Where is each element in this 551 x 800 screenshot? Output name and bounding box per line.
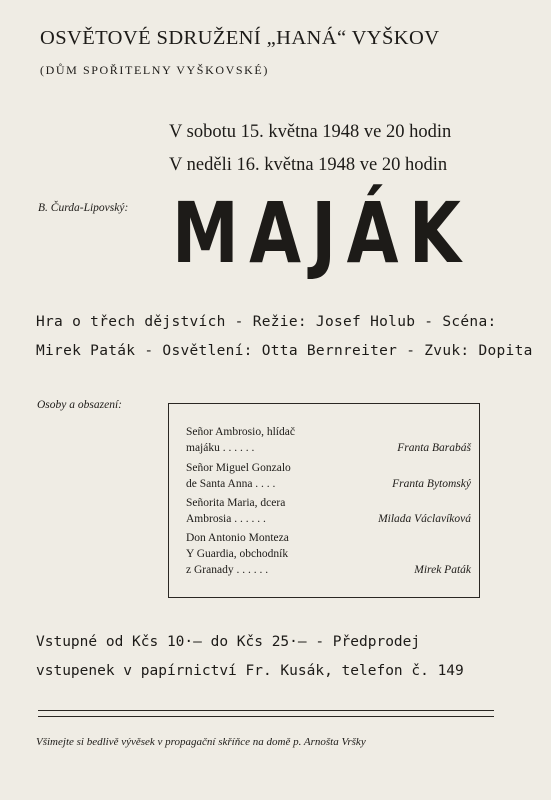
actor-name: Franta Bytomský: [392, 478, 471, 490]
role-line: z Granady . . . . . .: [186, 564, 269, 576]
role-line: de Santa Anna . . . .: [186, 478, 276, 490]
cast-list-box: [168, 403, 480, 598]
cast-label: Osoby a obsazení:: [37, 399, 122, 411]
cast-entry: [186, 460, 471, 492]
organization-heading: OSVĚTOVÉ SDRUŽENÍ „HANÁ“ VYŠKOV: [40, 27, 440, 49]
cast-entry: [186, 495, 471, 527]
divider-rule-top: [38, 710, 494, 711]
role-line: Señor Ambrosio, hlídač: [186, 426, 295, 438]
presale-line: vstupenek v papírnictví Fr. Kusák, telefon č. 149: [36, 663, 464, 679]
play-title: MAJÁK: [172, 185, 472, 283]
actor-name: Franta Barabáš: [397, 442, 471, 454]
credits-line-2: Mirek Paták - Osvětlení: Otta Bernreiter - Zvuk: Dopita: [36, 343, 533, 359]
venue-subheading: (DŮM SPOŘITELNY VYŠKOVSKÉ): [40, 63, 269, 77]
role-line: Ambrosia . . . . . .: [186, 513, 266, 525]
performance-date-1: V sobotu 15. května 1948 ve 20 hodin: [169, 122, 452, 142]
cast-entry: [186, 530, 471, 578]
role-line: Don Antonio Monteza: [186, 532, 289, 544]
divider-rule-bottom: [38, 716, 494, 717]
cast-entry: [186, 424, 471, 456]
ticket-price-line: Vstupné od Kčs 10·— do Kčs 25·— - Předprodej: [36, 634, 421, 650]
credits-line-1: Hra o třech dějstvích - Režie: Josef Holub - Scéna:: [36, 314, 497, 330]
play-author: B. Čurda-Lipovský:: [38, 202, 129, 214]
role-line: Señorita Maria, dcera: [186, 497, 286, 509]
role-line: majáku . . . . . .: [186, 442, 255, 454]
role-line: Y Guardia, obchodník: [186, 548, 289, 560]
footer-note: Všimejte si bedlivě vývěsek v propagační skříňce na domě p. Arnošta Vršky: [36, 736, 366, 748]
role-line: Señor Miguel Gonzalo: [186, 462, 291, 474]
actor-name: Mirek Paták: [414, 564, 471, 576]
performance-date-2: V neděli 16. května 1948 ve 20 hodin: [169, 155, 448, 175]
actor-name: Milada Václavíková: [378, 513, 471, 525]
